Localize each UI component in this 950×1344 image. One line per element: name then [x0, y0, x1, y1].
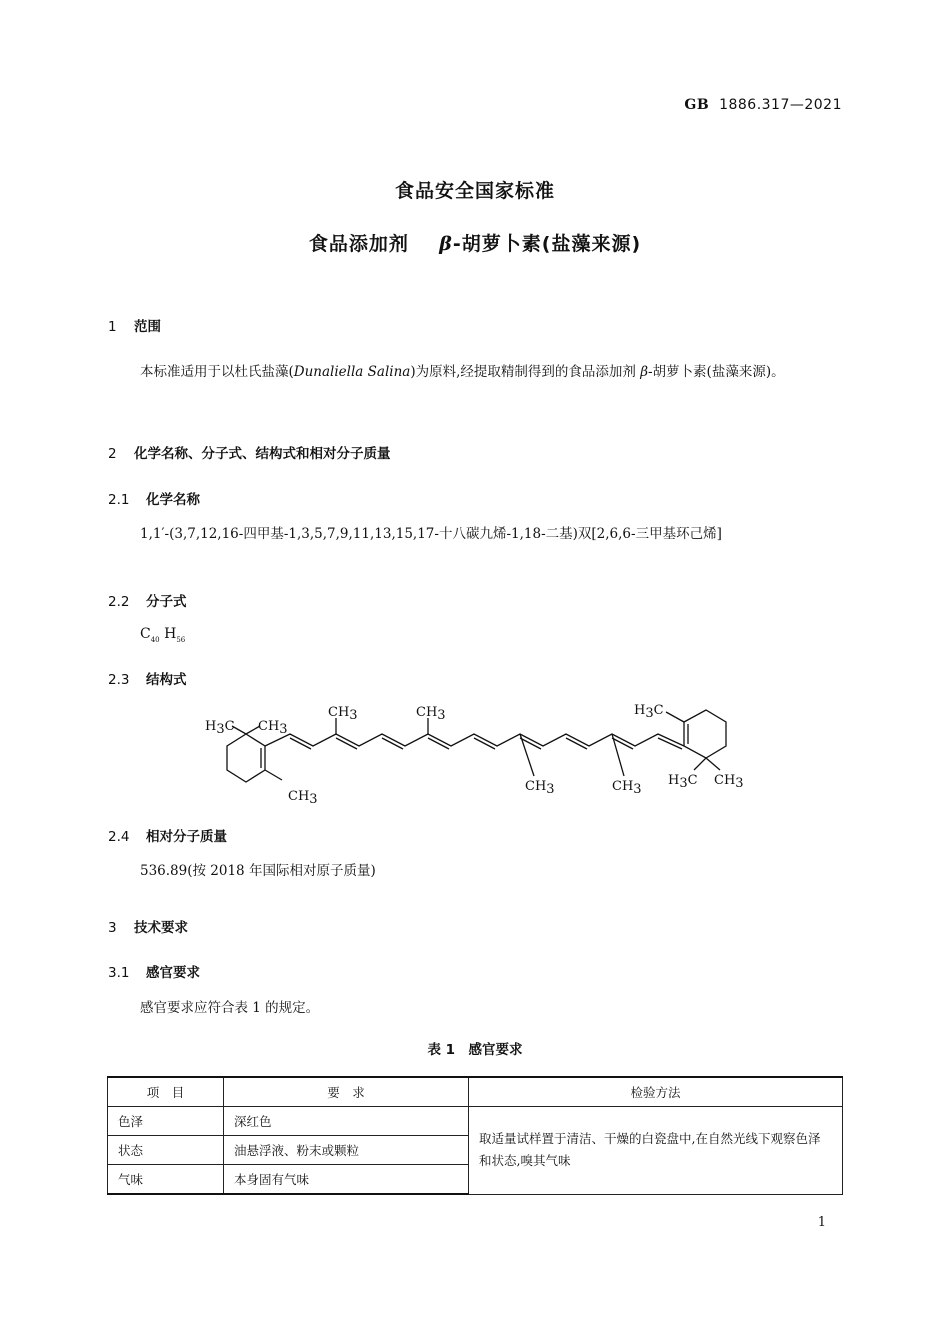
row-item: 状态 — [108, 1136, 224, 1165]
section-2-heading: 2 化学名称、分子式、结构式和相对分子质量 — [108, 446, 391, 462]
molecular-mass: 536.89(按 2018 年国际相对原子质量) — [140, 863, 376, 879]
section-3-heading: 3 技术要求 — [108, 920, 188, 936]
svg-text:CH3: CH3 — [612, 779, 642, 797]
section-2-3-heading: 2.3 结构式 — [108, 672, 187, 688]
svg-text:CH3: CH3 — [714, 773, 744, 791]
svg-text:H3C: H3C — [668, 773, 698, 791]
table-header-row — [108, 1077, 843, 1107]
svg-text:H3C: H3C — [205, 719, 235, 737]
header-item: 项 目 — [108, 1077, 224, 1107]
structural-formula-diagram — [0, 690, 950, 820]
section-2-1-heading: 2.1 化学名称 — [108, 492, 200, 508]
svg-text:H3C: H3C — [634, 703, 664, 721]
section-1-heading: 1 范围 — [108, 319, 161, 335]
svg-text:CH3: CH3 — [288, 789, 318, 807]
document-subtitle: 食品添加剂 β-胡萝卜素(盐藻来源) — [308, 233, 642, 255]
molecule-labels — [205, 703, 744, 807]
table-row — [108, 1107, 843, 1136]
section-2-2-heading: 2.2 分子式 — [108, 594, 187, 610]
table-caption: 表 1 感官要求 — [427, 1042, 523, 1058]
section-3-1-heading: 3.1 感官要求 — [108, 965, 200, 981]
standard-code: GB 1886.317—2021 — [684, 97, 842, 113]
row-requirement: 深红色 — [224, 1107, 469, 1136]
row-item: 色泽 — [108, 1107, 224, 1136]
sensory-requirements-table — [107, 1076, 843, 1195]
chemical-name: 1,1′-(3,7,12,16-四甲基-1,3,5,7,9,11,13,15,17-十八碳九烯-1,18-二基)双[2,6,6-三甲基环己烯] — [140, 526, 722, 542]
header-requirement: 要 求 — [224, 1077, 469, 1107]
row-item: 气味 — [108, 1165, 224, 1195]
row-requirement: 本身固有气味 — [224, 1165, 469, 1195]
svg-text:CH3: CH3 — [258, 719, 288, 737]
document-title: 食品安全国家标准 — [394, 180, 555, 202]
section-1-body: 本标准适用于以杜氏盐藻(Dunaliella Salina)为原料,经提取精制得到的食品添加剂 β-胡萝卜素(盐藻来源)。 — [140, 364, 785, 380]
header-method: 检验方法 — [469, 1077, 843, 1107]
svg-text:CH3: CH3 — [525, 779, 555, 797]
molecular-formula: $C_{40}$ $H_{56}$ — [140, 626, 186, 644]
section-3-1-body: 感官要求应符合表 1 的规定。 — [140, 1000, 320, 1016]
page-number: 1 — [817, 1215, 826, 1230]
svg-text:CH3: CH3 — [416, 705, 446, 723]
inspection-method: 取适量试样置于清洁、干燥的白瓷盘中,在自然光线下观察色泽和状态,嗅其气味 — [469, 1107, 843, 1195]
section-2-4-heading: 2.4 相对分子质量 — [108, 829, 227, 845]
svg-text:CH3: CH3 — [328, 705, 358, 723]
row-requirement: 油悬浮液、粉末或颗粒 — [224, 1136, 469, 1165]
